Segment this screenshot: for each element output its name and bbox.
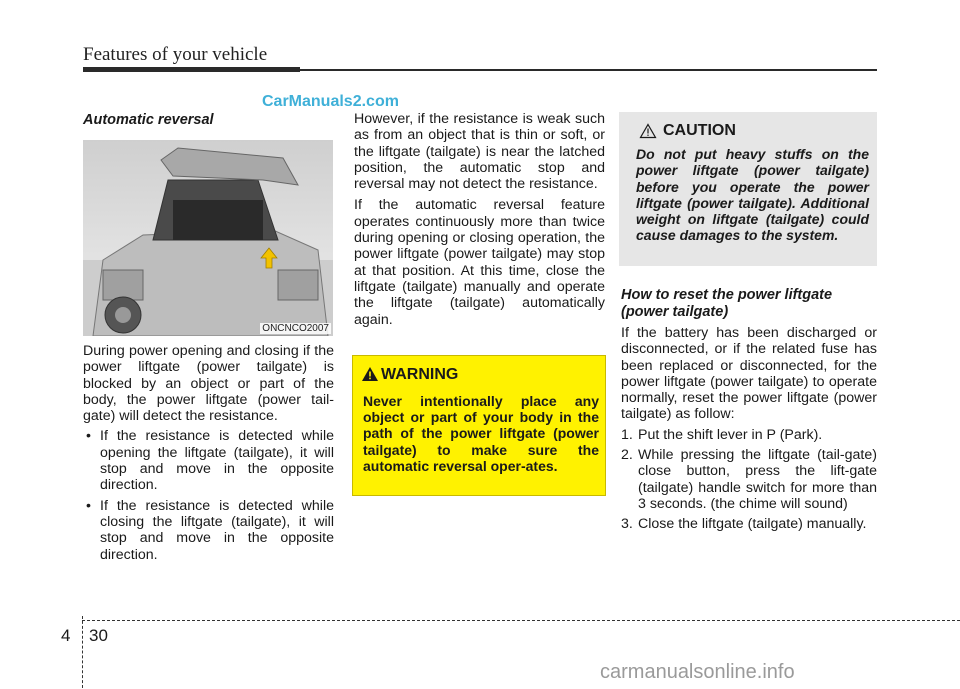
photo-code: ONCNCO2007 [262,323,329,334]
resistance-paragraph: However, if the resistance is weak such as from an object that is thin or soft, or the liftgate (tailgate) is near the latched position, the automatic stop and reversal may not detect the resistance. [354,111,605,193]
list-item [621,516,877,532]
caution-box [619,112,877,266]
caution-text: Do not put heavy stuffs on the power liftgate (power tailgate) before you operate the power liftgate (power tailgate). Additional weight on liftgate (tailgate) could cause damages to the system. [636,146,869,244]
left-column-text [83,343,334,563]
section-heading-automatic-reversal: Automatic reversal [83,112,214,128]
watermark-link[interactable]: CarManuals2.com [262,93,399,110]
intro-paragraph: During power opening and closing if the power liftgate (power tailgate) is blocked by an object or part of the body, the power liftgate (power tail-gate) will detect the resistance. [83,343,334,425]
warning-text: Never intentionally place any object or part of your body in the path of the power liftgate (power tailgate) to make sure the automatic reversal oper-ates. [363,393,599,474]
step-number: 1. [621,426,633,443]
liftgate-photo [83,140,333,336]
footer-rule [82,620,960,621]
step-number: 3. [621,516,633,533]
step-text: Close the liftgate (tailgate) manually. [638,516,867,533]
list-item [83,428,334,493]
warning-title: WARNING [381,366,459,383]
auto-reversal-paragraph: If the automatic reversal feature operates continuously more than twice during opening or closing operation, the power liftgate (power tailgate) may stop at that position. At this time, close the liftgate (tailgate) manually and operate the liftgate (tailgate) automatically again. [354,197,605,328]
reset-intro-paragraph: If the battery has been discharged or disconnected, or if the related fuse has been replaced or disconnected, for the power liftgate (power tailgate) to operate normally, reset the power liftgate (power tailgate) as follow: [621,325,877,423]
header-bar [83,67,300,72]
right-column-text [621,325,877,533]
liftgate-illustration [83,140,333,336]
bullet-icon: • [86,428,91,445]
page-number: 30 [89,626,108,645]
warning-box [352,355,606,496]
warning-triangle-icon [361,366,379,382]
list-item [83,498,334,563]
header-rule [300,69,877,71]
list-item [621,447,877,512]
bullet-icon: • [86,497,91,514]
bullet-text: If the resistance is detected while opening the liftgate (tailgate), it will stop and move in the opposite direction. [100,428,334,494]
page-header-title: Features of your vehicle [83,44,268,65]
chapter-number: 4 [61,626,71,645]
footer-separator [82,616,83,688]
caution-triangle-icon [639,123,657,139]
step-text: Put the shift lever in P (Park). [638,426,823,443]
middle-column-text [354,111,605,328]
bullet-text: If the resistance is detected while closing the liftgate (tailgate), it will stop and move in the opposite direction. [100,497,334,563]
caution-title: CAUTION [663,122,736,139]
step-text: While pressing the liftgate (tail-gate) close button, press the lift-gate (tailgate) handle switch for more than 3 seconds. (the chime will sound) [638,447,877,512]
list-item [621,427,877,443]
section-heading-reset-liftgate: How to reset the power liftgate (power tailgate) [621,287,833,320]
step-number: 2. [621,447,633,464]
footer-watermark-link[interactable]: carmanualsonline.info [600,661,795,683]
